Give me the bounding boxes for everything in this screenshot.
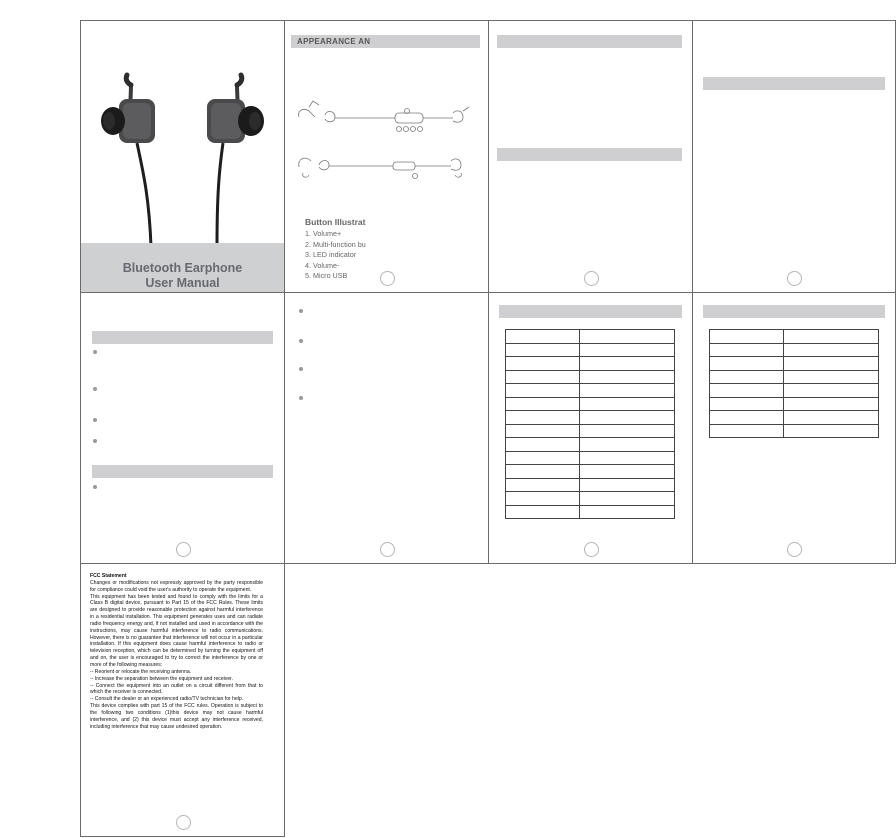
bullet-point	[93, 439, 97, 443]
spec-table-row	[506, 330, 675, 344]
manual-page-5	[80, 292, 285, 564]
spec-table-row	[506, 465, 675, 479]
manual-page-appearance	[284, 20, 489, 293]
spec-table-cell	[710, 370, 784, 384]
spec-table-cell	[710, 343, 784, 357]
spec-table-row	[710, 357, 879, 371]
spec-table-row	[506, 411, 675, 425]
bullet-point	[299, 339, 303, 343]
bullet-point	[299, 396, 303, 400]
spec-table-cell	[580, 330, 675, 344]
button-item: 1. Volume+	[305, 229, 342, 238]
bullet-point	[93, 485, 97, 489]
spec-table-cell	[580, 384, 675, 398]
section-bar	[92, 331, 273, 344]
spec-table-cell	[580, 478, 675, 492]
spec-table-row	[710, 343, 879, 357]
manual-page-4	[692, 20, 896, 293]
spec-table-row	[506, 478, 675, 492]
spec-table-cell	[506, 451, 580, 465]
spec-table-cell	[580, 505, 675, 519]
bullet-point	[93, 418, 97, 422]
spec-table-row	[506, 424, 675, 438]
spec-table-row	[710, 370, 879, 384]
page-number-circle	[380, 542, 395, 557]
spec-table-cell	[580, 343, 675, 357]
spec-table-row	[506, 505, 675, 519]
spec-table-cell	[784, 343, 879, 357]
bullet-point	[299, 309, 303, 313]
spec-table-cell	[710, 357, 784, 371]
spec-table-row	[710, 411, 879, 425]
spec-table-row	[506, 343, 675, 357]
spec-table-cell	[784, 397, 879, 411]
spec-table-cell	[506, 343, 580, 357]
spec-table-row	[506, 384, 675, 398]
spec-table	[505, 329, 675, 519]
manual-page-spec-2	[692, 292, 896, 564]
spec-table-cell	[580, 370, 675, 384]
spec-table-cell	[506, 384, 580, 398]
spec-table-cell	[710, 384, 784, 398]
spec-table-row	[506, 451, 675, 465]
fcc-title: FCC Statement	[90, 573, 127, 579]
page-number-circle	[176, 542, 191, 557]
button-item: 2. Multi-function bu	[305, 239, 366, 249]
spec-table-cell	[784, 424, 879, 438]
spec-table-cell	[710, 330, 784, 344]
earphone-diagram	[285, 61, 490, 211]
spec-table-cell	[784, 330, 879, 344]
spec-table-row	[506, 370, 675, 384]
bullet-point	[299, 367, 303, 371]
button-item: 5. Micro USB	[305, 271, 348, 280]
spec-table-row	[506, 492, 675, 506]
fcc-paragraph: -- Consult the dealer or an experienced radio/TV technician for help.	[90, 696, 244, 703]
fcc-paragraph: This device complies with part 15 of the FCC rules. Operation is subject to the following two conditions (1)this device may not cause harmful interference, and (2) this device must accept any interference received, including interference that may cause undesired operation.	[90, 703, 263, 730]
button-item: 4. Volume-	[305, 260, 340, 270]
spec-table-cell	[580, 465, 675, 479]
fcc-paragraph: -- Reorient or relocate the receiving antenna.	[90, 668, 192, 675]
section-title-appearance: APPEARANCE AN	[297, 37, 371, 46]
button-illustration	[305, 217, 385, 280]
cover-title-panel	[81, 243, 284, 294]
spec-table	[709, 329, 879, 438]
bullet-point	[93, 387, 97, 391]
fcc-paragraph: -- Increase the separation between the equipment and receiver.	[90, 675, 233, 682]
spec-table-row	[710, 424, 879, 438]
spec-table-cell	[506, 505, 580, 519]
page-number-circle	[584, 271, 599, 286]
section-bar	[703, 77, 885, 90]
page-number-circle	[584, 542, 599, 557]
button-item: 3. LED indicator	[305, 250, 357, 259]
spec-table-cell	[784, 384, 879, 398]
section-bar	[92, 465, 273, 478]
manual-page-6	[284, 292, 489, 564]
spec-table-cell	[580, 397, 675, 411]
section-bar-appearance	[291, 35, 480, 48]
spec-table-cell	[506, 357, 580, 371]
spec-table-cell	[710, 424, 784, 438]
page-number-circle	[176, 815, 191, 830]
spec-table-cell	[580, 451, 675, 465]
spec-table-row	[710, 330, 879, 344]
section-bar	[497, 35, 682, 48]
fcc-paragraph: -- Connect the equipment into an outlet on a circuit different from that to which the receiver is connected.	[90, 682, 263, 696]
spec-table-cell	[506, 465, 580, 479]
section-bar	[497, 148, 682, 161]
spec-table-cell	[506, 411, 580, 425]
manual-page-fcc	[80, 563, 285, 837]
spec-table-cell	[784, 357, 879, 371]
bullet-point	[93, 350, 97, 354]
spec-table-cell	[506, 478, 580, 492]
cover-title-line1: Bluetooth Earphone	[122, 261, 243, 275]
earphones-illustration	[81, 21, 286, 246]
spec-table-cell	[506, 438, 580, 452]
manual-page-3	[488, 20, 693, 293]
spec-table-row	[506, 438, 675, 452]
spec-table-cell	[784, 370, 879, 384]
fcc-paragraph: Changes or modifications not expressly approved by the party responsible for compliance could void the user's authority to operate the equipment.	[90, 579, 263, 593]
spec-table-cell	[710, 397, 784, 411]
section-bar	[499, 305, 682, 318]
spec-table-cell	[580, 424, 675, 438]
spec-table-cell	[784, 411, 879, 425]
spec-table-cell	[580, 411, 675, 425]
spec-table-cell	[506, 397, 580, 411]
spec-table-cell	[506, 370, 580, 384]
spec-table-cell	[580, 438, 675, 452]
spec-table-cell	[506, 330, 580, 344]
spec-table-cell	[506, 424, 580, 438]
spec-table-cell	[580, 492, 675, 506]
button-illustration-heading: Button Illustrat	[305, 217, 366, 227]
cover-title-line2: User Manual	[145, 276, 220, 290]
fcc-paragraph: This equipment has been tested and found to comply with the limits for a Class B digital device, pursuant to Part 15 of the FCC Rules. These limits are designed to provide reasonable protection against harmful interference in a residential installation. This equipment generates uses and can radiate radio frequency energy and, if not installed and used in accordance with the instructions, may cause harmful interference to radio communications. However, there is no guarantee that interference will not occur in a particular installation. If this equipment does cause harmful interference to radio or television reception, which can be determined by turning the equipment off and on, the user is encouraged to try to correct the interference by one or more of the following measures:	[90, 593, 263, 668]
spec-table-row	[506, 357, 675, 371]
section-bar	[703, 305, 885, 318]
spec-table-row	[710, 384, 879, 398]
spec-table-cell	[710, 411, 784, 425]
fcc-statement	[90, 573, 263, 730]
spec-table-row	[506, 397, 675, 411]
page-number-circle	[787, 542, 802, 557]
spec-table-cell	[506, 492, 580, 506]
spec-table-cell	[580, 357, 675, 371]
spec-table-row	[710, 397, 879, 411]
manual-page-spec-1	[488, 292, 693, 564]
manual-page-cover	[80, 20, 285, 293]
page-number-circle	[787, 271, 802, 286]
page-number-circle	[380, 271, 395, 286]
